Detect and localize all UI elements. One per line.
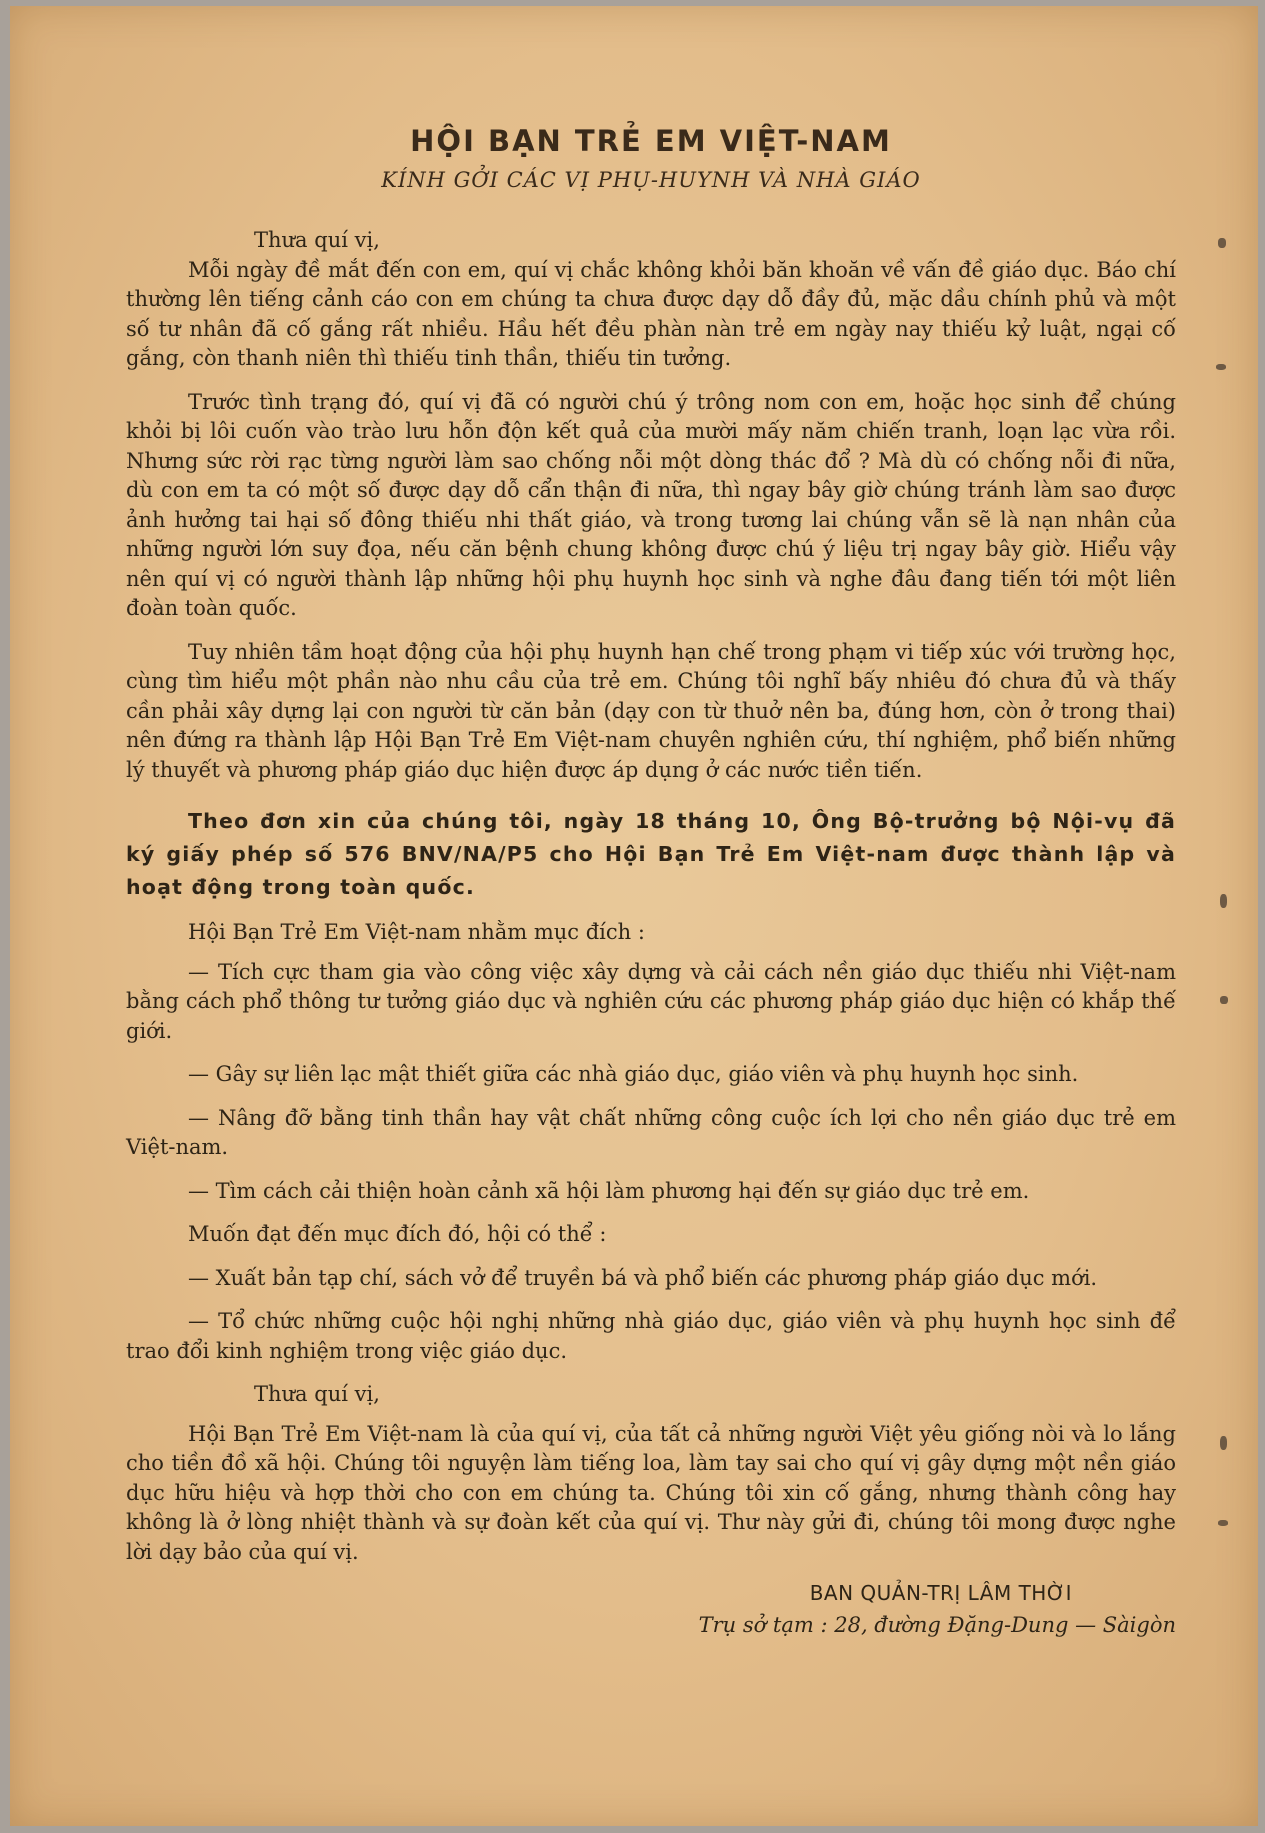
paragraph-license: Theo đơn xin của chúng tôi, ngày 18 tháng 10, Ông Bộ-trưởng bộ Nội-vụ đã ký giấy phép số 576 BNV/NA/P5 cho Hội Bạn Trẻ Em Việt-nam được thành lập và hoạt động trong toàn quốc.: [126, 809, 1176, 899]
means-item: — Tổ chức những cuộc hội nghị những nhà giáo dục, giáo viên và phụ huynh học sinh để trao đổi kinh nghiệm trong việc giáo dục.: [126, 1309, 1176, 1363]
binding-mark: [1220, 1436, 1227, 1450]
means-intro: Muốn đạt đến mục đích đó, hội có thể :: [188, 1222, 607, 1246]
purpose-item: — Tích cực tham gia vào công việc xây dựng và cải cách nền giáo dục thiếu nhi Việt-nam bằng cách phổ thông tư tưởng giáo dục và nghiên cứu các phương pháp giáo dục hiện có khắp thế giới.: [126, 959, 1176, 1043]
document-page: [10, 6, 1258, 1826]
letter-body: [126, 124, 1176, 1637]
binding-mark: [1218, 238, 1226, 248]
paragraph-situation: Trước tình trạng đó, quí vị đã có người chú ý trông nom con em, hoặc học sinh để chúng khỏi bị lôi cuốn vào trào lưu hỗn độn kết quả của mười mấy năm chiến tranh, loạn lạc vừa rồi. Nhưng sức rời rạc từng người làm sao chống nỗi một dòng thác đổ ? Mà dù có chống nỗi đi nữa, dù con em ta có một số được dạy dỗ cẩn thận đi nữa, thì ngay bây giờ chúng tránh làm sao được ảnh hưởng tai hại số đông thiếu nhi thất giáo, và trong tương lai chúng vẫn sẽ là nạn nhân của những người lớn suy đọa, nếu căn bệnh chung không được chú ý liệu trị ngay bây giờ. Hiểu vậy nên quí vị có người thành lập những hội phụ huynh học sinh và nghe đâu đang tiến tới một liên đoàn toàn quốc.: [126, 389, 1176, 620]
paragraph-intro: Mỗi ngày đề mắt đến con em, quí vị chắc không khỏi băn khoăn về vấn đề giáo dục. Báo chí thường lên tiếng cảnh cáo con em chúng ta chưa được dạy dỗ đầy đủ, mặc dầu chính phủ và một số tư nhân đã cố gắng rất nhiều. Hầu hết đều phàn nàn trẻ em ngày nay thiếu kỷ luật, ngại cố gắng, còn thanh niên thì thiếu tinh thần, thiếu tin tưởng.: [126, 257, 1176, 370]
purpose-item: — Tìm cách cải thiện hoàn cảnh xã hội làm phương hại đến sự giáo dục trẻ em.: [188, 1178, 1030, 1203]
binding-mark: [1216, 364, 1226, 370]
purpose-item: — Nâng đỡ bằng tinh thần hay vật chất những công cuộc ích lợi cho nền giáo dục trẻ em Việt-nam.: [126, 1105, 1176, 1159]
letter-subtitle: KÍNH GỞI CÁC VỊ PHỤ-HUYNH VÀ NHÀ GIÁO: [381, 168, 921, 192]
means-item: — Xuất bản tạp chí, sách vở để truyền bá và phổ biến các phương pháp giáo dục mới.: [188, 1265, 1098, 1290]
signature-address: Trụ sở tạm : 28, đường Đặng-Dung — Sàigòn: [698, 1613, 1176, 1637]
signature-organization: BAN QUẢN-TRỊ LÂM THỜI: [809, 1581, 1072, 1605]
binding-mark: [1220, 996, 1228, 1004]
paragraph-founding: Tuy nhiên tầm hoạt động của hội phụ huynh hạn chế trong phạm vi tiếp xúc với trường học, cùng tìm hiểu một phần nào nhu cầu của trẻ em. Chúng tôi nghĩ bấy nhiêu đó chưa đủ và thấy cần phải xây dựng lại con người từ căn bản (dạy con từ thuở nên ba, đúng hơn, còn ở trong thai) nên đứng ra thành lập Hội Bạn Trẻ Em Việt-nam chuyên nghiên cứu, thí nghiệm, phổ biến những lý thuyết và phương pháp giáo dục hiện được áp dụng ở các nước tiền tiến.: [126, 639, 1176, 782]
purpose-intro: Hội Bạn Trẻ Em Việt-nam nhằm mục đích :: [188, 920, 645, 944]
binding-mark: [1218, 1520, 1228, 1526]
salutation-closing: Thưa quí vị,: [254, 1382, 380, 1406]
paragraph-closing: Hội Bạn Trẻ Em Việt-nam là của quí vị, của tất cả những người Việt yêu giống nòi và lo lắng cho tiền đồ xã hội. Chúng tôi nguyện làm tiếng loa, làm tay sai cho quí vị gây dựng một nền giáo dục hữu hiệu và hợp thời cho con em chúng ta. Chúng tôi xin cố gắng, nhưng thành công hay không là ở lòng nhiệt thành và sự đoàn kết của quí vị. Thư này gửi đi, chúng tôi mong được nghe lời dạy bảo của quí vị.: [126, 1421, 1176, 1564]
salutation-opening: Thưa quí vị,: [254, 228, 380, 252]
letter-title: HỘI BẠN TRẺ EM VIỆT-NAM: [410, 124, 892, 158]
binding-mark: [1220, 894, 1227, 908]
purpose-item: — Gây sự liên lạc mật thiết giữa các nhà giáo dục, giáo viên và phụ huynh học sinh.: [188, 1062, 1079, 1086]
